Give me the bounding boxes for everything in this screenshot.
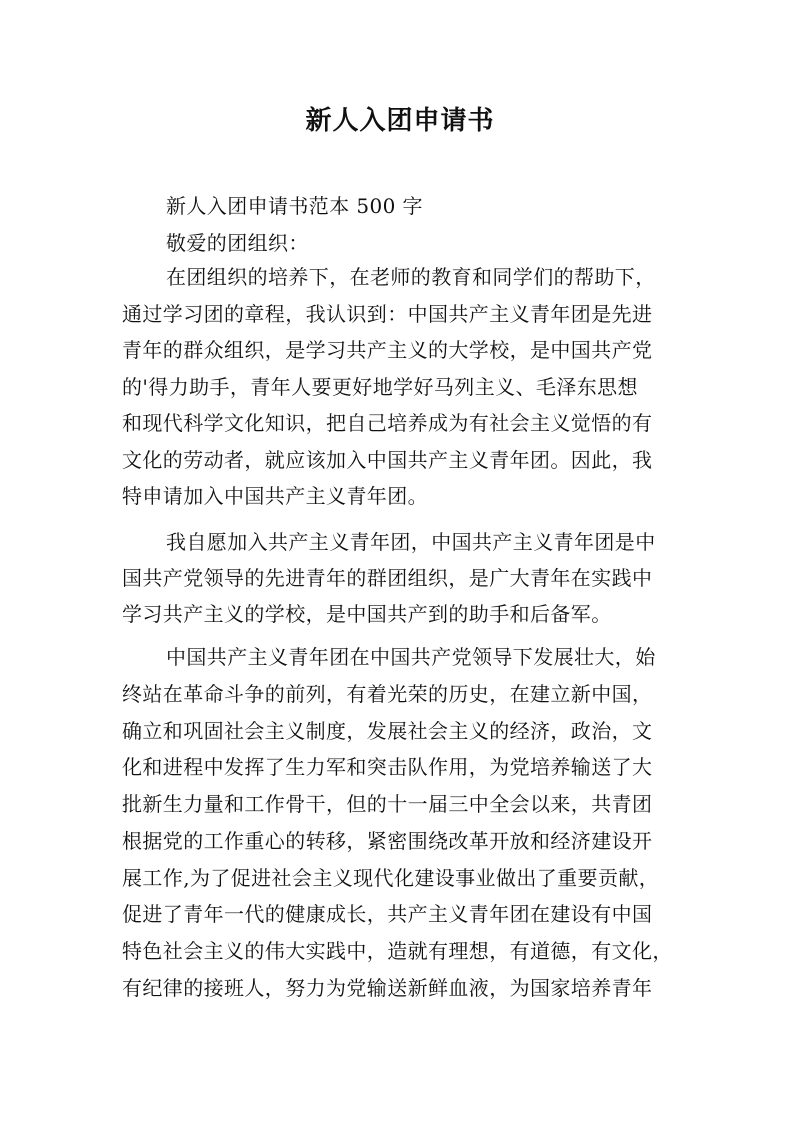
paragraph-line: 的'得力助手，青年人要更好地学好马列主义、毛泽东思想 [122, 375, 638, 399]
paragraph-line: 我自愿加入共产主义青年团，中国共产主义青年团是中 [166, 530, 656, 554]
paragraph-line: 通过学习团的章程，我认识到：中国共产主义青年团是先进 [122, 302, 653, 326]
paragraph-line: 确立和巩固社会主义制度，发展社会主义的经济，政治，文 [122, 719, 653, 743]
paragraph-line: 有纪律的接班人，努力为党输送新鲜血液，为国家培养青年 [122, 976, 653, 1000]
paragraph-line: 学习共产主义的学校，是中国共产到的助手和后备军。 [122, 602, 612, 626]
paragraph-line: 特申请加入中国共产主义青年团。 [122, 484, 428, 508]
paragraph-line: 特色社会主义的伟大实践中，造就有理想，有道德，有文化， [122, 939, 673, 963]
paragraph-line: 批新生力量和工作骨干，但的十一届三中全会以来，共青团 [122, 792, 653, 816]
paragraph-line: 在团组织的培养下，在老师的教育和同学们的帮助下， [166, 265, 656, 289]
paragraph-line: 青年的群众组织，是学习共产主义的大学校，是中国共产党 [122, 338, 653, 362]
paragraph-line: 终站在革命斗争的前列，有着光荣的历史，在建立新中国， [122, 682, 653, 706]
paragraph-line: 展工作,为了促进社会主义现代化建设事业做出了重要贡献， [122, 866, 660, 890]
paragraph-line: 根据党的工作重心的转移，紧密围绕改革开放和经济建设开 [122, 829, 653, 853]
paragraph-line: 和现代科学文化知识，把自己培养成为有社会主义觉悟的有 [122, 411, 653, 435]
salutation-line: 敬爱的团组织： [166, 231, 309, 255]
paragraph-line: 文化的劳动者，就应该加入中国共产主义青年团。因此，我 [122, 448, 653, 472]
paragraph-line: 促进了青年一代的健康成长，共产主义青年团在建设有中国 [122, 902, 653, 926]
document-title: 新人入团申请书 [305, 106, 495, 136]
paragraph-line: 中国共产主义青年团在中国共产党领导下发展壮大，始 [166, 645, 656, 669]
paragraph-line: 国共产党领导的先进青年的群团组织，是广大青年在实践中 [122, 566, 653, 590]
subtitle-line: 新人入团申请书范本 500 字 [166, 194, 423, 218]
paragraph-line: 化和进程中发挥了生力军和突击队作用，为党培养输送了大 [122, 755, 653, 779]
